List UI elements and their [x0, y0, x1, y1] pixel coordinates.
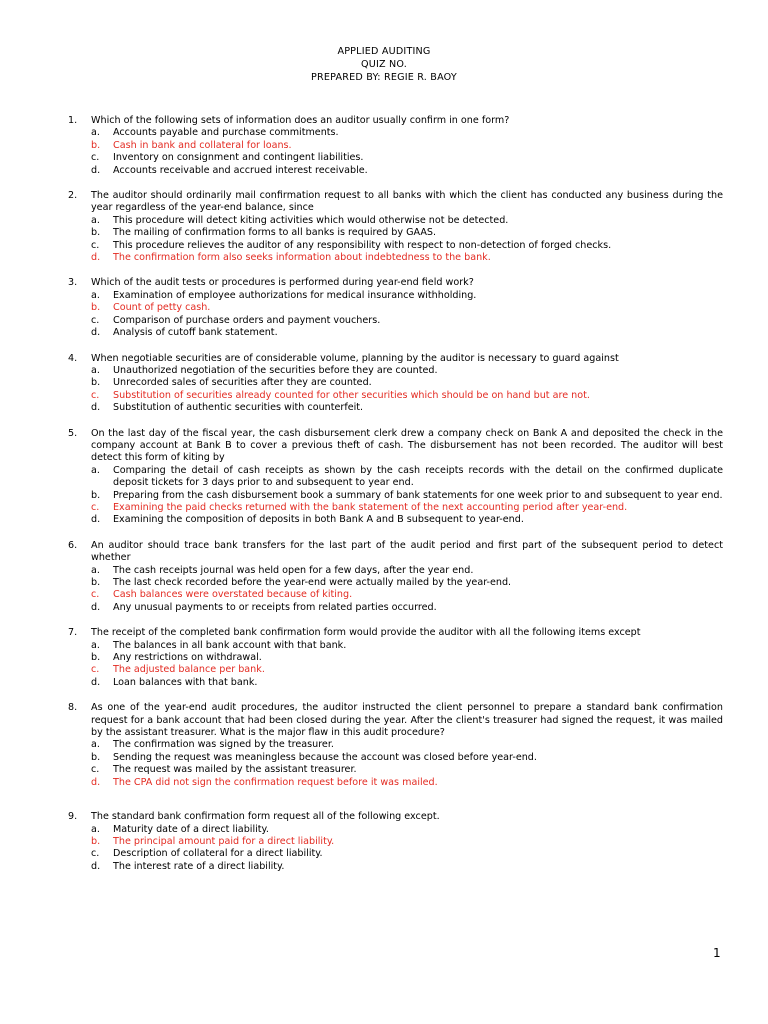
choice-letter: c.: [91, 848, 100, 860]
choice-letter: a.: [91, 364, 100, 376]
choice-text: This procedure relieves the auditor of any responsibility with respect to non-detection of forged checks.: [113, 239, 612, 251]
question-body: [91, 540, 723, 614]
choice-text: Any restrictions on withdrawal.: [113, 652, 262, 664]
answer-choice: [91, 764, 723, 776]
choice-letter: b.: [91, 302, 101, 314]
choice-letter: a.: [91, 464, 100, 476]
answer-choice: [91, 861, 723, 873]
choice-letter: d.: [91, 860, 101, 872]
question-body: [91, 115, 723, 177]
question-number: 3.: [68, 277, 78, 289]
choice-text: The confirmation form also seeks information about indebtedness to the bank.: [113, 252, 491, 264]
choice-text: Inventory on consignment and contingent liabilities.: [113, 152, 364, 164]
question-body: [91, 811, 723, 873]
choice-letter: a.: [91, 289, 100, 301]
question-number: 6.: [68, 539, 78, 551]
choice-text: Accounts payable and purchase commitments.: [113, 127, 339, 139]
answer-choice: [91, 327, 723, 339]
choice-text: Cash in bank and collateral for loans.: [113, 139, 292, 151]
choice-letter: b.: [91, 227, 101, 239]
choice-letter: d.: [91, 676, 101, 688]
question-text: The standard bank confirmation form request all of the following except.: [91, 811, 440, 823]
question-item: [68, 277, 723, 339]
answer-choice-correct: [91, 836, 723, 848]
choice-letter: d.: [91, 601, 101, 613]
question-text: An auditor should trace bank transfers for the last part of the audit period and first part of the subsequent period to detect whether: [91, 539, 723, 564]
question-body: [91, 277, 723, 339]
answer-choice: [91, 127, 723, 139]
answer-choice: [91, 514, 723, 526]
course-title: APPLIED AUDITING: [337, 46, 431, 57]
answer-choice: [91, 824, 723, 836]
choice-text: Accounts receivable and accrued interest receivable.: [113, 164, 368, 176]
quiz-number: QUIZ NO.: [360, 59, 407, 70]
choice-text: This procedure will detect kiting activities which would otherwise not be detected.: [113, 214, 509, 226]
choice-text: Cash balances were overstated because of kiting.: [113, 589, 353, 601]
question-body: [91, 627, 723, 689]
answer-choice-correct: [91, 302, 723, 314]
answer-choice: [91, 152, 723, 164]
answer-choice: [91, 365, 723, 377]
question-text: Which of the audit tests or procedures is performed during year-end field work?: [91, 277, 474, 289]
choice-text: Substitution of securities already counted for other securities which should be on hand but are not.: [113, 389, 590, 401]
answer-choice-correct: [91, 140, 723, 152]
choice-letter: d.: [91, 327, 101, 339]
answer-choice: [91, 677, 723, 689]
choice-text: The mailing of confirmation forms to all banks is required by GAAS.: [113, 227, 437, 239]
choice-letter: d.: [91, 514, 101, 526]
answer-choice: [91, 490, 723, 502]
choice-letter: b.: [91, 577, 101, 588]
answer-choice: [91, 215, 723, 227]
choice-letter: a.: [91, 127, 100, 139]
question-body: [91, 702, 723, 789]
choice-text: Count of petty cash.: [113, 302, 211, 314]
choice-letter: c.: [91, 764, 100, 776]
choice-letter: b.: [91, 652, 101, 664]
answer-choice: [91, 290, 723, 302]
choice-letter: d.: [91, 252, 101, 264]
answer-choice: [91, 315, 723, 327]
question-item: [68, 190, 723, 264]
choice-text: Examination of employee authorizations for medical insurance withholding.: [113, 289, 477, 301]
answer-choice-correct: [91, 589, 723, 601]
answer-choice: [91, 602, 723, 614]
choice-text: Examining the paid checks returned with the bank statement of the next accounting period after year-end.: [113, 501, 628, 513]
choice-letter: c.: [91, 501, 100, 513]
answer-choice: [91, 377, 723, 389]
answer-choice: [91, 577, 723, 589]
choice-letter: c.: [91, 314, 100, 326]
answer-choice: [91, 240, 723, 252]
answer-choice: [91, 848, 723, 860]
choice-text: Substitution of authentic securities with counterfeit.: [113, 402, 364, 414]
answer-choice-correct: [91, 664, 723, 676]
choice-text: The principal amount paid for a direct liability.: [113, 835, 335, 847]
question-number: 4.: [68, 352, 78, 364]
answer-choice: [91, 752, 723, 764]
prepared-by: PREPARED BY: REGIE R. BAOY: [311, 72, 457, 83]
choice-text: Unauthorized negotiation of the securities before they are counted.: [113, 364, 438, 376]
choice-letter: b.: [91, 377, 101, 389]
question-body: [91, 190, 723, 264]
question-item: [68, 540, 723, 614]
choice-text: Any unusual payments to or receipts from related parties occurred.: [113, 601, 437, 613]
answer-choice: [91, 465, 723, 490]
choice-text: The last check recorded before the year-end were actually mailed by the year-end.: [113, 577, 512, 588]
answer-choice: [91, 402, 723, 414]
choice-text: The interest rate of a direct liability.: [113, 860, 285, 872]
page-number: 1: [713, 946, 721, 960]
choice-text: Description of collateral for a direct liability.: [113, 848, 323, 860]
choice-letter: c.: [91, 589, 100, 601]
answer-choice-correct: [91, 502, 723, 514]
choice-letter: a.: [91, 214, 100, 226]
choice-letter: c.: [91, 152, 100, 164]
choice-letter: d.: [91, 776, 101, 788]
question-text: On the last day of the fiscal year, the cash disbursement clerk drew a company check on Bank A and deposited the check in the company account at Bank B to cover a previous theft of cash. The disbursement has not been recorded. The auditor will best detect this form of kiting by: [91, 427, 723, 464]
question-number: 5.: [68, 427, 78, 439]
question-item: [68, 811, 723, 873]
choice-letter: d.: [91, 402, 101, 414]
answer-choice: [91, 640, 723, 652]
question-text: As one of the year-end audit procedures, the auditor instructed the client personnel to prepare a standard bank confirmation request for a bank account that had been closed during the year. After the client's treasurer had signed the request, it was mailed by the assistant treasurer. What is the major flaw in this audit procedure?: [91, 702, 723, 739]
choice-text: Analysis of cutoff bank statement.: [113, 327, 278, 339]
choice-text: Comparison of purchase orders and payment vouchers.: [113, 314, 381, 326]
choice-text: Loan balances with that bank.: [113, 676, 258, 688]
question-item: [68, 627, 723, 689]
choice-letter: d.: [91, 164, 101, 176]
answer-choice-correct: [91, 252, 723, 264]
choice-text: Comparing the detail of cash receipts as shown by the cash receipts records with the detail on the confirmed duplicate deposit tickets for 3 days prior to and subsequent to year end.: [113, 464, 723, 489]
choice-letter: a.: [91, 823, 100, 835]
choice-letter: a.: [91, 564, 100, 576]
choice-text: Maturity date of a direct liability.: [113, 823, 269, 835]
question-body: [91, 428, 723, 527]
choice-text: The balances in all bank account with that bank.: [113, 639, 347, 651]
choice-text: The cash receipts journal was held open for a few days, after the year end.: [113, 564, 474, 576]
question-number: 8.: [68, 702, 78, 714]
answer-choice: [91, 565, 723, 577]
choice-letter: b.: [91, 139, 101, 151]
document-header: [0, 45, 768, 84]
answer-choice: [91, 739, 723, 751]
question-number: 7.: [68, 627, 78, 639]
question-body: [91, 353, 723, 415]
question-text: When negotiable securities are of considerable volume, planning by the auditor is necessary to guard against: [91, 352, 619, 364]
choice-text: The CPA did not sign the confirmation request before it was mailed.: [113, 776, 438, 788]
choice-letter: a.: [91, 739, 100, 751]
question-number: 1.: [68, 115, 78, 126]
question-number: 2.: [68, 190, 78, 202]
choice-text: Sending the request was meaningless because the account was closed before year-end.: [113, 751, 537, 763]
choice-text: The adjusted balance per bank.: [113, 664, 265, 676]
choice-text: The request was mailed by the assistant treasurer.: [113, 764, 357, 776]
question-item: [68, 353, 723, 415]
question-text: The auditor should ordinarily mail confirmation request to all banks with which the client has conducted any business during the year regardless of the year-end balance, since: [91, 190, 723, 214]
choice-letter: c.: [91, 389, 100, 401]
question-text: Which of the following sets of information does an auditor usually confirm in one form?: [91, 115, 510, 126]
choice-text: Preparing from the cash disbursement book a summary of bank statements for one week prior to and subsequent to year end.: [113, 489, 723, 501]
answer-choice-correct: [91, 390, 723, 402]
choice-text: Unrecorded sales of securities after they are counted.: [113, 377, 372, 389]
choice-letter: b.: [91, 751, 101, 763]
choice-letter: a.: [91, 639, 100, 651]
choice-text: Examining the composition of deposits in both Bank A and B subsequent to year-end.: [113, 514, 524, 526]
choice-letter: b.: [91, 489, 101, 501]
question-item: [68, 702, 723, 789]
choice-letter: b.: [91, 835, 101, 847]
question-item: [68, 115, 723, 177]
question-text: The receipt of the completed bank confirmation form would provide the auditor with all the following items except: [91, 627, 641, 639]
choice-letter: c.: [91, 239, 100, 251]
choice-letter: c.: [91, 664, 100, 676]
choice-text: The confirmation was signed by the treasurer.: [113, 739, 334, 751]
answer-choice: [91, 227, 723, 239]
question-number: 9.: [68, 811, 78, 823]
quiz-questions: [68, 115, 723, 873]
question-item: [68, 428, 723, 527]
answer-choice: [91, 165, 723, 177]
answer-choice-correct: [91, 777, 723, 789]
answer-choice: [91, 652, 723, 664]
